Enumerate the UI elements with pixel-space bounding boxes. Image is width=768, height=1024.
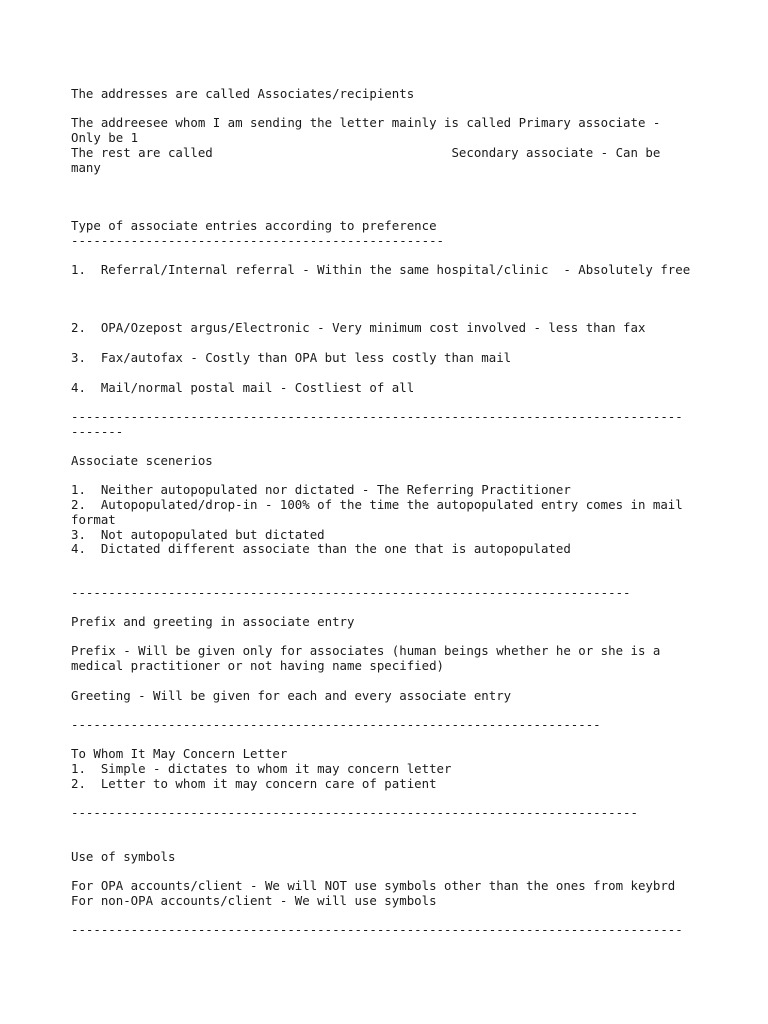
text-line: The addresses are called Associates/recipients bbox=[71, 86, 415, 101]
text-line: For OPA accounts/client - We will NOT use symbols other than the ones from keybrd bbox=[71, 878, 676, 893]
text-line: Prefix - Will be given only for associates (human beings whether he or she is a bbox=[71, 643, 661, 658]
section-heading: Prefix and greeting in associate entry bbox=[71, 614, 355, 629]
list-item: 4. Dictated different associate than the one that is autopopulated bbox=[71, 541, 571, 556]
section-heading: Use of symbols bbox=[71, 849, 176, 864]
text-line: Only be 1 bbox=[71, 130, 139, 145]
text-line: For non-OPA accounts/client - We will use symbols bbox=[71, 893, 437, 908]
text-line: Greeting - Will be given for each and every associate entry bbox=[71, 688, 512, 703]
divider-line: ---------------------------------------------------------------------------- bbox=[71, 805, 638, 820]
list-item: 1. Neither autopopulated nor dictated - The Referring Practitioner bbox=[71, 482, 571, 497]
list-item: 4. Mail/normal postal mail - Costliest of all bbox=[71, 380, 415, 395]
section-heading: Type of associate entries according to preference bbox=[71, 218, 437, 233]
divider-line: --------------------------------------------------------------------------- bbox=[71, 585, 631, 600]
list-item: 1. Simple - dictates to whom it may concern letter bbox=[71, 761, 452, 776]
list-item: 2. OPA/Ozepost argus/Electronic - Very minimum cost involved - less than fax bbox=[71, 320, 646, 335]
text-line: many bbox=[71, 160, 101, 175]
text-line: The rest are called Secondary associate - Can be bbox=[71, 145, 661, 160]
divider-line: ----------------------------------------------------------------------- bbox=[71, 717, 601, 732]
divider-line: ---------------------------------------------------------------------------------- bbox=[71, 409, 683, 424]
text-line: medical practitioner or not having name specified) bbox=[71, 658, 444, 673]
section-heading: To Whom It May Concern Letter bbox=[71, 746, 288, 761]
list-item: 3. Not autopopulated but dictated bbox=[71, 527, 325, 542]
list-item: 2. Autopopulated/drop-in - 100% of the time the autopopulated entry comes in mail bbox=[71, 497, 683, 512]
list-item: 3. Fax/autofax - Costly than OPA but less costly than mail bbox=[71, 350, 512, 365]
text-line: The addreesee whom I am sending the letter mainly is called Primary associate - bbox=[71, 115, 661, 130]
divider-line: ---------------------------------------------------------------------------------- bbox=[71, 922, 683, 937]
list-item: format bbox=[71, 512, 116, 527]
divider-line: -------------------------------------------------- bbox=[71, 233, 444, 248]
list-item: 1. Referral/Internal referral - Within the same hospital/clinic - Absolutely free bbox=[71, 262, 691, 277]
list-item: 2. Letter to whom it may concern care of patient bbox=[71, 776, 437, 791]
section-heading: Associate scenerios bbox=[71, 453, 213, 468]
divider-line: ------- bbox=[71, 424, 124, 439]
